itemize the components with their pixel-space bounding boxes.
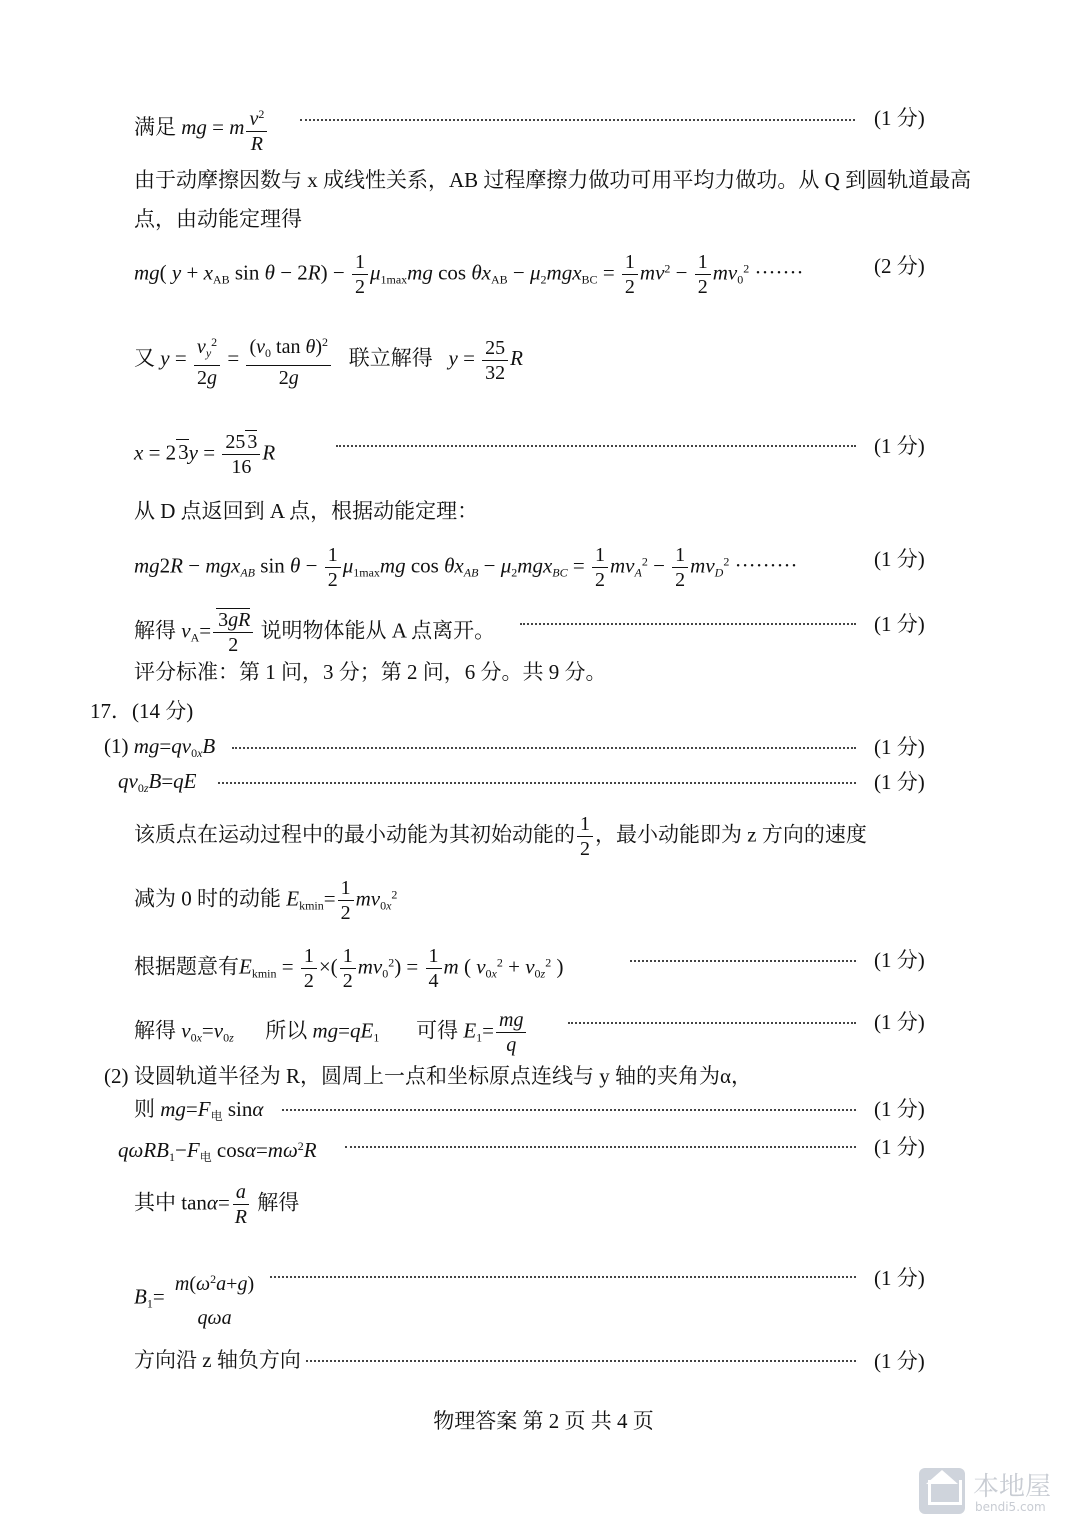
paragraph-text: 方向沿 z 轴负方向 xyxy=(134,1348,301,1372)
paragraph-text: 该质点在运动过程中的最小动能为其初始动能的 $\frac{1}{2}$ ，最小动能即为 z 方向的速度 xyxy=(134,813,867,860)
equation-line: (1) $mg=qv_{0x}B$ xyxy=(104,734,216,760)
equation-energy-1: mg( $y + x_{AB}$ sin θ − 2R) − $\frac{1}{2}$ $\mu_{1max}mg$ $\cos \theta x_{AB} - \mu_2mgx_{BC}$ = $\frac{1}{2}$ $mv^2$ − $\frac{1}{2}$ $mv_0^2$ ······· xyxy=(134,251,804,298)
score-label: (1 分) xyxy=(874,1010,925,1034)
text: 解得 xyxy=(257,1190,300,1215)
text: 该质点在运动过程中的最小动能为其初始动能的 xyxy=(134,822,575,847)
subpart-label: (1) xyxy=(104,734,129,758)
line-label: 联立解得 xyxy=(348,345,433,370)
text: ，最小动能即为 z 方向的速度 xyxy=(595,822,867,847)
equation-line: $qv_{0z}B=qE$ xyxy=(118,769,197,795)
leader-dots xyxy=(306,1358,856,1362)
leader-dots xyxy=(336,443,856,447)
equation-line: $q\omega RB_1-F_电$ $\cos\alpha=m\omega^2R$ xyxy=(118,1138,317,1164)
text: 可得 xyxy=(416,1018,459,1043)
score-label: (1 分) xyxy=(874,1135,925,1159)
watermark-url: bendi5.com xyxy=(975,1500,1046,1514)
page-footer: 物理答案 第 2 页 共 4 页 xyxy=(433,1409,654,1433)
equation-line: 根据题意有$E_{kmin}$ = $\frac{1}{2}$ ×( $\frac{1}{2}$ $mv_0^2$) = $\frac{1}{4}$ m ( $v_{0x}^2 + v_{0z}^2$ ) xyxy=(134,945,564,992)
score-label: (1 分) xyxy=(874,1349,925,1373)
question-heading: 17．(14 分) xyxy=(90,699,194,723)
text: 其中 xyxy=(134,1190,176,1215)
leader-dots xyxy=(345,1144,856,1148)
equation-energy-2: mg2R − mgx$_{AB}$ sin θ − $\frac{1}{2}$ $\mu_{1max}mg$ $\cos \theta x_{AB} - \mu_2mgx_{BC}$ = $\frac{1}{2}$ $mv_A^2$ − $\frac{1}{2}$ $mv_D^2$ ········· xyxy=(134,544,798,591)
score-label: (1 分) xyxy=(874,106,925,130)
watermark-name: 本地屋 xyxy=(973,1472,1052,1502)
paragraph-text: 减为 0 时的动能 $E_{kmin}=$ $\frac{1}{2}$ $mv_{0x}^2$ xyxy=(134,877,398,924)
paragraph-text: 由于动摩擦因数与 x 成线性关系，AB 过程摩擦力做功可用平均力做功。从 Q 到圆轨道最高 xyxy=(134,168,972,192)
leader-dots xyxy=(568,1020,856,1024)
score-label: (1 分) xyxy=(874,612,925,636)
leader-dots xyxy=(232,745,856,749)
equation-line: 则 $mg=F_电$ sinα xyxy=(134,1097,264,1123)
paragraph-text: 从 D 点返回到 A 点，根据动能定理： xyxy=(134,499,479,523)
score-label: (1 分) xyxy=(874,434,925,458)
equation-y: 又 y = $\frac{v_y^2}{2g}$ = $\frac{(v_0 \tan \theta)^2}{2g}$ 联立解得 y = $\frac{25}{32}$ R xyxy=(134,330,523,390)
score-label: (1 分) xyxy=(874,1097,925,1121)
score-label: (1 分) xyxy=(874,547,925,571)
line-label: 解得 xyxy=(134,618,176,643)
leader-dots xyxy=(630,958,856,962)
equation-line: 解得 $v_{0x}=v_{0z}$ 所以 $mg=qE_1$ 可得 $E_1=$ $\frac{mg}{q}$ xyxy=(134,1008,528,1057)
text: 则 xyxy=(134,1097,155,1121)
score-label: (1 分) xyxy=(874,948,925,972)
line-label: 说明物体能从 A 点离开。 xyxy=(260,618,496,643)
equation-line: 其中 tanα= $\frac{a}{R}$ 解得 xyxy=(134,1181,300,1228)
text: 根据题意有 xyxy=(134,954,239,979)
equation-b1: $B_1=$ $m(\omega^2a+g)$ qωa xyxy=(134,1272,255,1329)
equation-va: 解得 $v_A=$ $\frac{3gR}{2}$ 说明物体能从 A 点离开。 xyxy=(134,609,496,656)
watermark-logo xyxy=(919,1466,1069,1522)
line-label: 又 xyxy=(134,345,155,370)
score-label: (2 分) xyxy=(874,254,925,278)
score-label: (1 分) xyxy=(874,770,925,794)
leader-dots xyxy=(282,1107,856,1111)
line-label: 满足 xyxy=(134,114,176,139)
leader-dots xyxy=(218,780,856,784)
subpart-heading: (2) 设圆轨道半径为 R，圆周上一点和坐标原点连线与 y 轴的夹角为α， xyxy=(104,1064,752,1088)
paragraph-text: 点，由动能定理得 xyxy=(134,207,302,231)
grading-criteria: 评分标准：第 1 问，3 分；第 2 问，6 分。共 9 分。 xyxy=(134,660,607,684)
equation-line-1: 满足 mg = m $\frac{v^2}{R}$ xyxy=(134,102,269,156)
equation-x: x = 23y = $\frac{25 3}{16}$ R xyxy=(134,431,276,478)
text: 解得 xyxy=(134,1018,176,1043)
text: 所以 xyxy=(265,1018,308,1043)
leader-dots xyxy=(300,117,855,121)
score-label: (1 分) xyxy=(874,1266,925,1290)
leader-dots xyxy=(270,1274,856,1278)
house-icon xyxy=(919,1468,965,1514)
leader-dots xyxy=(520,621,856,625)
score-label: (1 分) xyxy=(874,735,925,759)
text: 减为 0 时的动能 xyxy=(134,886,281,911)
